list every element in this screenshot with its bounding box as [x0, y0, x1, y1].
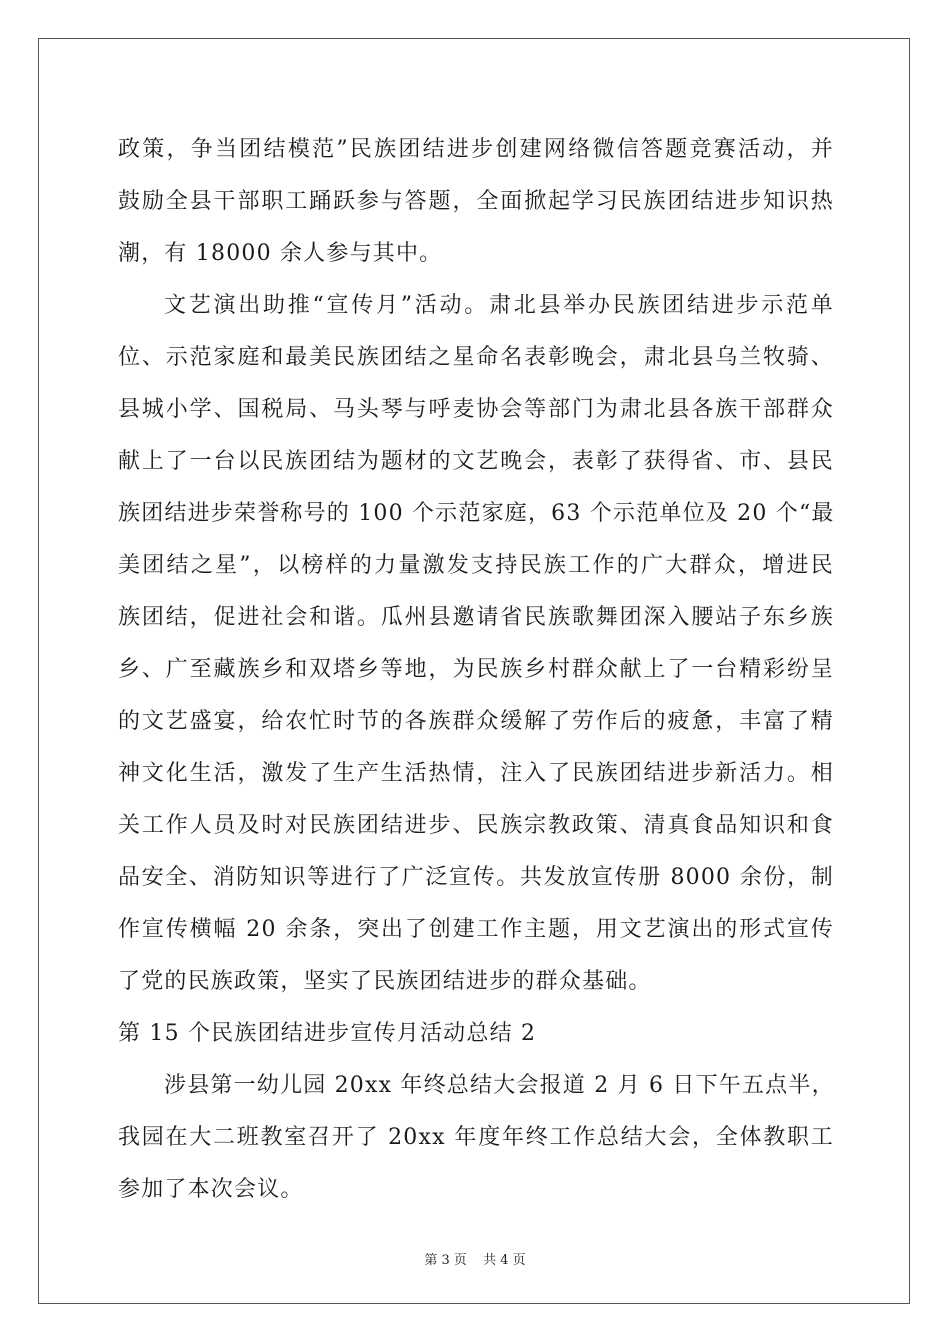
text-line: 了党的民族政策，坚实了民族团结进步的群众基础。 — [118, 969, 652, 994]
text-line: 品安全、消防知识等进行了广泛宣传。共发放宣传册 8000 余份，制 — [118, 865, 834, 890]
text-line: 美团结之星”，以榜样的力量激发支持民族工作的广大群众，增进民 — [118, 553, 834, 578]
text-line: 涉县第一幼儿园 20xx 年终总结大会报道 2 月 6 日下午五点半， — [164, 1073, 835, 1098]
text-line: 我园在大二班教室召开了 20xx 年度年终工作总结大会，全体教职工 — [118, 1125, 834, 1150]
text-line: 族团结进步荣誉称号的 100 个示范家庭，63 个示范单位及 20 个“最 — [118, 501, 835, 526]
text-line: 文艺演出助推“宣传月”活动。肃北县举办民族团结进步示范单 — [164, 293, 834, 318]
text-line: 潮，有 18000 余人参与其中。 — [118, 241, 443, 266]
text-line: 神文化生活，激发了生产生活热情，注入了民族团结进步新活力。相 — [118, 761, 834, 786]
page-total: 共 4 页 — [483, 1253, 526, 1268]
text-line: 族团结，促进社会和谐。瓜州县邀请省民族歌舞团深入腰站子东乡族 — [118, 605, 834, 630]
text-line: 参加了本次会议。 — [118, 1177, 304, 1202]
page-footer — [0, 1249, 950, 1268]
text-line: 关工作人员及时对民族团结进步、民族宗教政策、清真食品知识和食 — [118, 813, 834, 838]
text-line: 政策，争当团结模范”民族团结进步创建网络微信答题竞赛活动，并 — [118, 137, 834, 162]
text-line: 乡、广至藏族乡和双塔乡等地，为民族乡村群众献上了一台精彩纷呈 — [118, 657, 834, 682]
text-line: 的文艺盛宴，给农忙时节的各族群众缓解了劳作后的疲惫，丰富了精 — [118, 709, 834, 734]
page-number: 第 3 页 — [424, 1253, 467, 1268]
text-line: 献上了一台以民族团结为题材的文艺晚会，表彰了获得省、市、县民 — [118, 449, 834, 474]
section-heading: 第 15 个民族团结进步宣传月活动总结 2 — [118, 1021, 537, 1046]
text-line: 鼓励全县干部职工踊跃参与答题，全面掀起学习民族团结进步知识热 — [118, 189, 834, 214]
document-body — [118, 124, 834, 1216]
text-line: 作宣传横幅 20 余条，突出了创建工作主题，用文艺演出的形式宣传 — [118, 917, 834, 942]
text-line: 位、示范家庭和最美民族团结之星命名表彰晚会，肃北县乌兰牧骑、 — [118, 345, 834, 370]
text-line: 县城小学、国税局、马头琴与呼麦协会等部门为肃北县各族干部群众 — [118, 397, 834, 422]
